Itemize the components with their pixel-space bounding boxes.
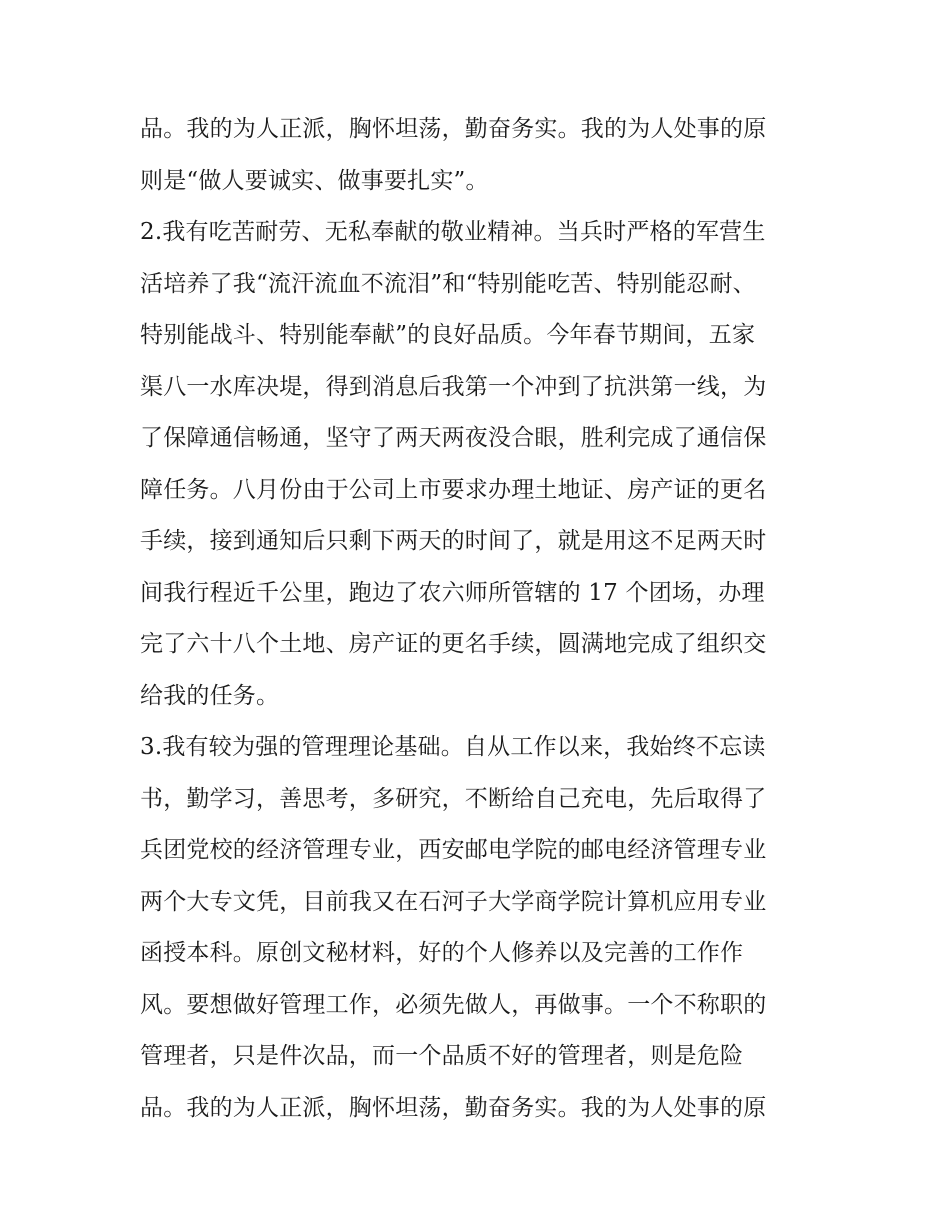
text-line: 品。我的为人正派，胸怀坦荡，勤奋务实。我的为人处事的原 [140,1094,767,1121]
text-line: 了保障通信畅通，坚守了两天两夜没合眼，胜利完成了通信保 [140,425,767,451]
text-line: 函授本科。原创文秘材料，好的个人修养以及完善的工作作 [140,940,744,966]
text-line: 两个大专文凭，目前我又在石河子大学商学院计算机应用专业 [140,888,767,915]
text-line: 则是“做人要诚实、做事要扎实”。 [140,167,489,194]
text-line: 书，勤学习，善思考，多研究，不断给自己充电，先后取得了 [140,785,767,812]
text-line: 活培养了我“流汗流血不流泪”和“特别能吃苦、特别能忍耐、 [140,270,756,297]
text-line: 完了六十八个土地、房产证的更名手续，圆满地完成了组织交 [140,631,767,657]
text-line: 渠八一水库决堤，得到消息后我第一个冲到了抗洪第一线，为 [140,373,767,400]
text-line: 间我行程近千公里，跑边了农六师所管辖的 17 个团场，办理 [140,579,765,606]
text-line: 给我的任务。 [140,682,280,709]
text-line: 管理者，只是件次品，而一个品质不好的管理者，则是危险 [140,1043,744,1069]
body-text [140,104,820,1134]
text-line: 风。要想做好管理工作，必须先做人，再做事。一个不称职的 [140,991,767,1018]
text-line: 品。我的为人正派，胸怀坦荡，勤奋务实。我的为人处事的原 [140,116,767,142]
text-line: 手续，接到通知后只剩下两天的时间了，就是用这不足两天时 [140,528,767,554]
text-line: 特别能战斗、特别能奉献”的良好品质。今年春节期间，五家 [140,322,756,348]
text-line: 2.我有吃苦耐劳、无私奉献的敬业精神。当兵时严格的军营生 [140,219,766,245]
text-line: 3.我有较为强的管理理论基础。自从工作以来，我始终不忘读 [140,734,766,760]
text-line: 兵团党校的经济管理专业，西安邮电学院的邮电经济管理专业 [140,837,767,863]
text-line: 障任务。八月份由于公司上市要求办理土地证、房产证的更名 [140,476,767,503]
